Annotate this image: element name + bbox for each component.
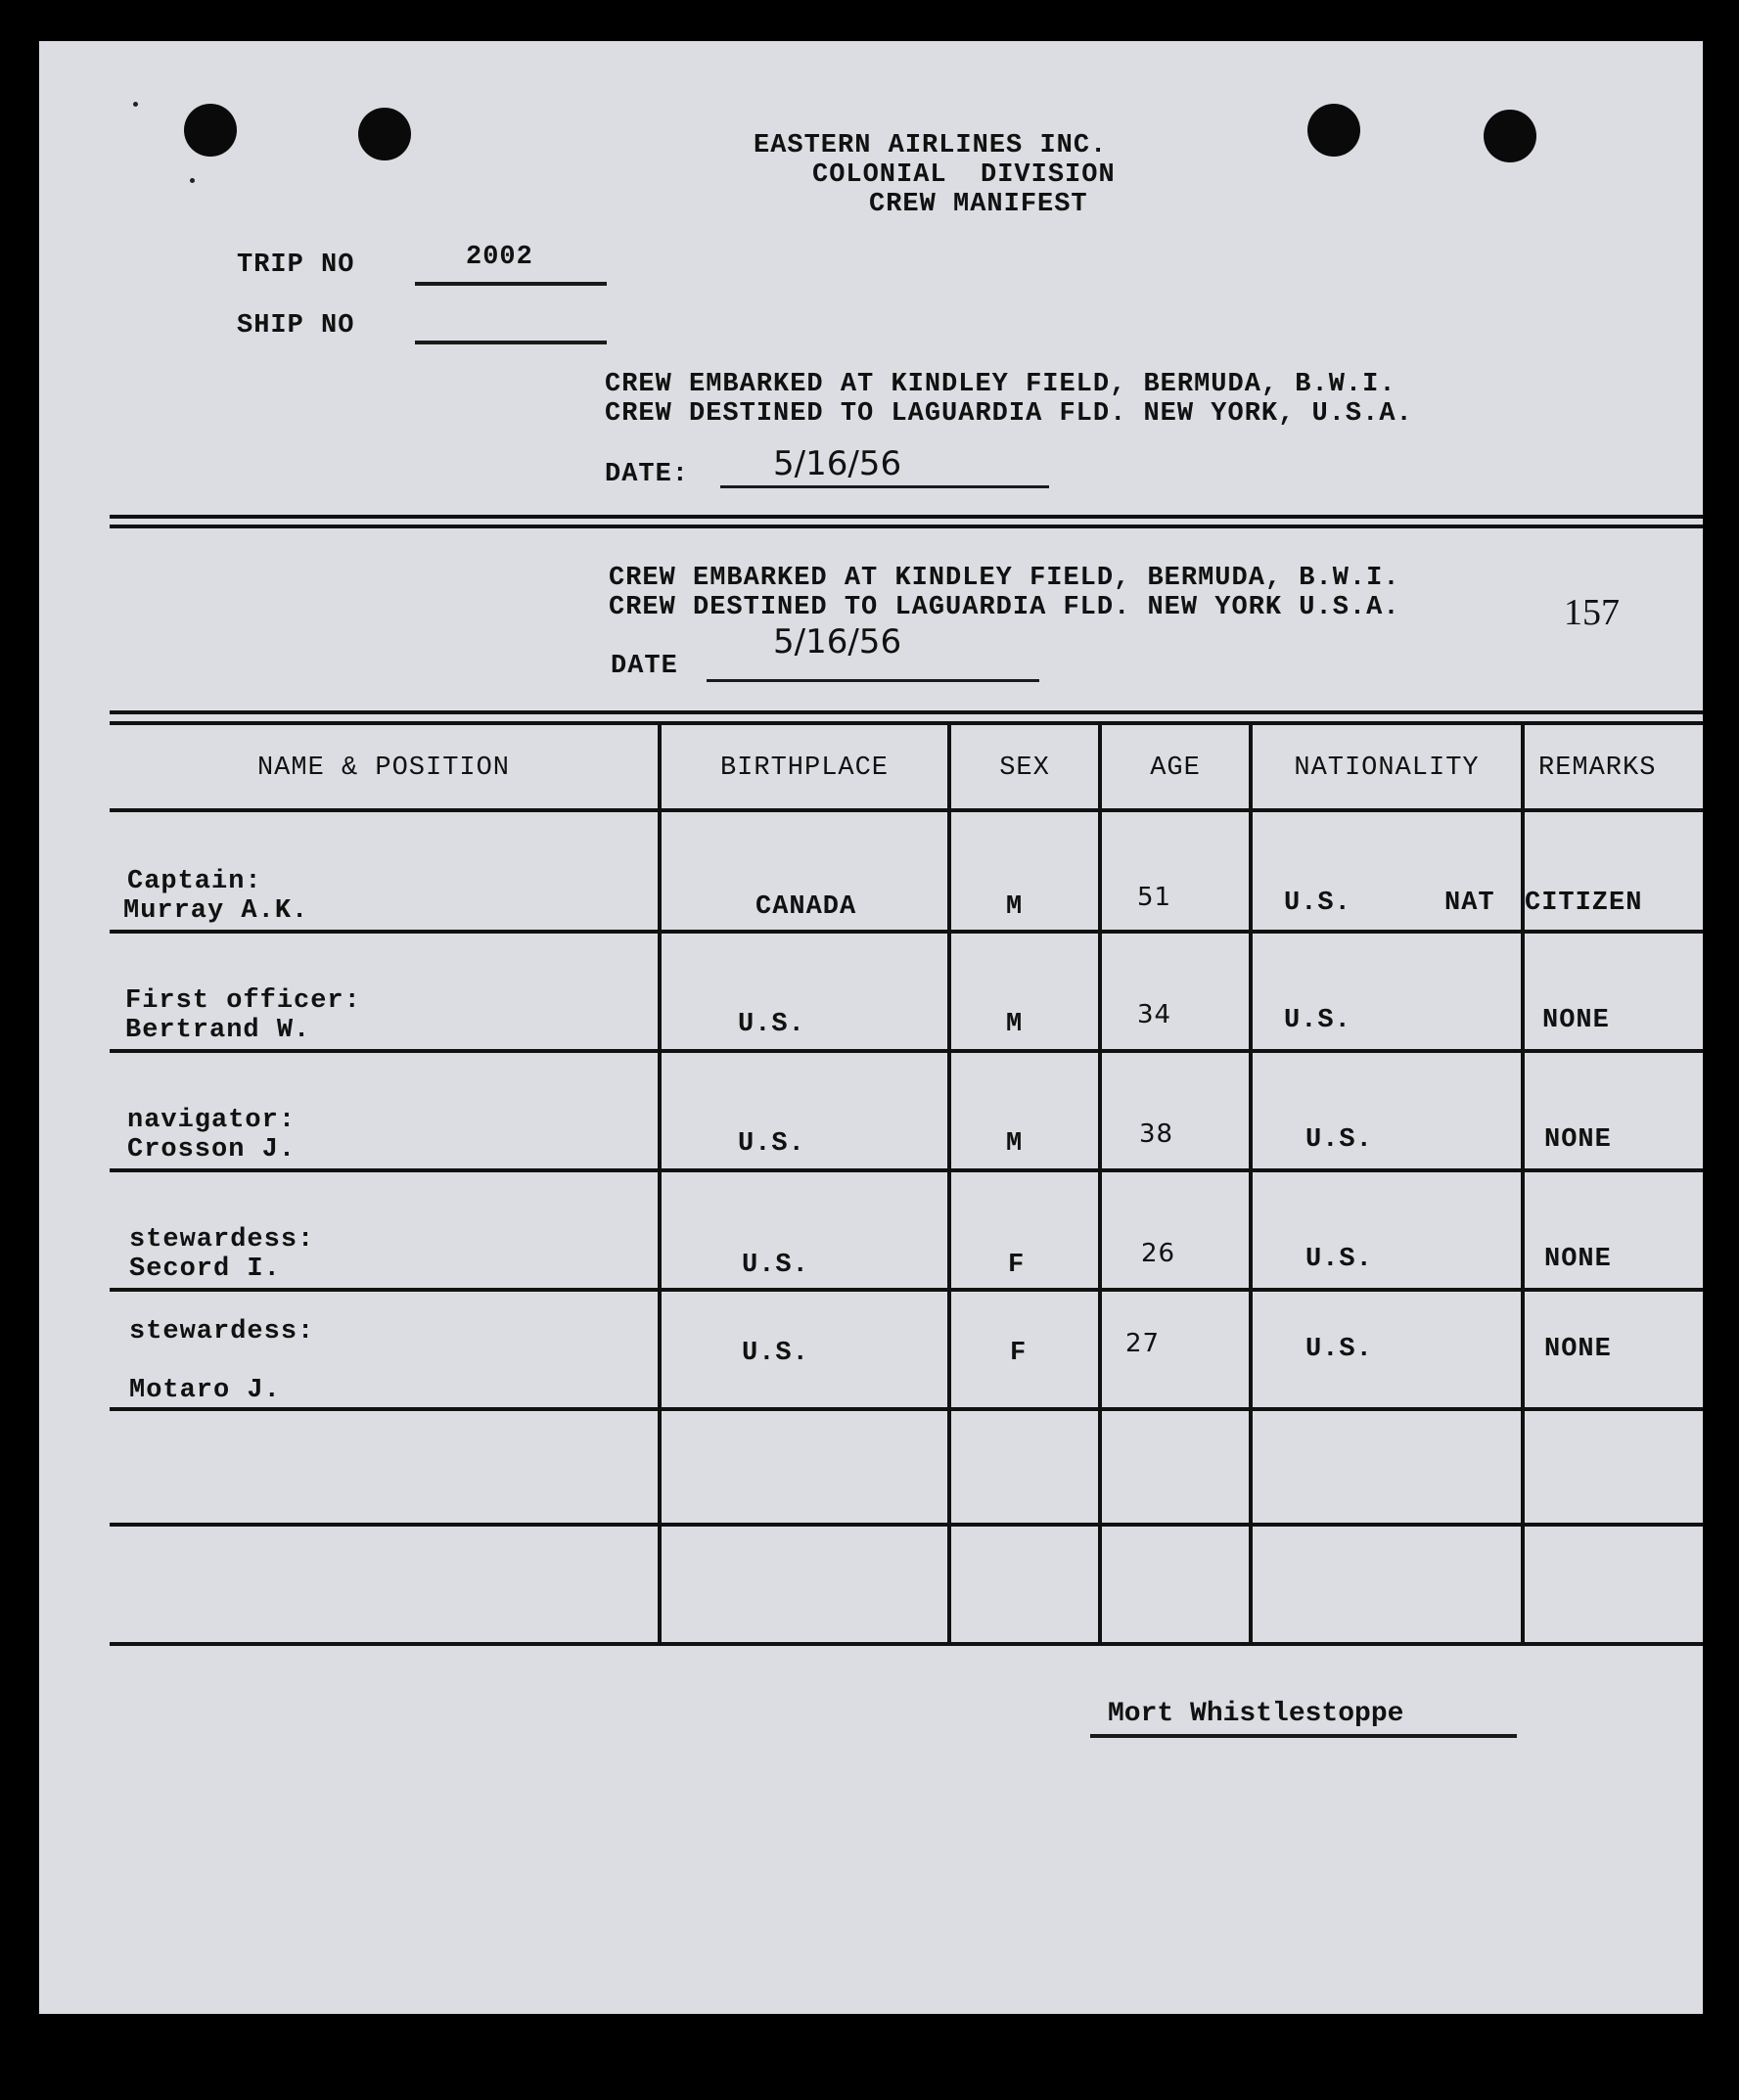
punch-hole (1484, 110, 1536, 162)
crew-position: navigator: (127, 1106, 297, 1135)
crew-remarks: NONE (1544, 1245, 1612, 1274)
signature-name: Mort Whistlestoppe (1108, 1699, 1404, 1729)
crew-age: 27 (1125, 1329, 1161, 1358)
date-value-bottom: 5/16/56 (773, 622, 902, 662)
column-divider (1098, 724, 1102, 1646)
date-underline-top (720, 485, 1049, 488)
table-row-rule (110, 1288, 1703, 1292)
table-row-rule (110, 930, 1703, 934)
crew-birthplace: CANADA (755, 892, 857, 922)
table-row-rule (110, 1168, 1703, 1172)
company-name: EASTERN AIRLINES INC. (754, 131, 1108, 160)
crew-nationality: U.S. (1284, 1006, 1351, 1035)
crew-name: Motaro J. (129, 1376, 281, 1405)
table-header-rule (110, 808, 1703, 812)
crew-nationality-note: NAT (1444, 889, 1495, 918)
trip-label: TRIP NO (237, 251, 355, 280)
destined-line-top: CREW DESTINED TO LAGUARDIA FLD. NEW YORK, U.S.A. (605, 399, 1413, 429)
embarked-line-top: CREW EMBARKED AT KINDLEY FIELD, BERMUDA, B.W.I. (605, 370, 1396, 399)
table-top-rule (110, 710, 1703, 714)
date-label-top: DATE: (605, 460, 690, 489)
punch-hole (184, 104, 237, 157)
division-name: COLONIAL DIVISION (812, 160, 1116, 190)
crew-sex: F (1010, 1339, 1028, 1368)
column-header-name: NAME & POSITION (256, 753, 511, 783)
page-number: 157 (1564, 592, 1620, 633)
crew-nationality: U.S. (1284, 889, 1351, 918)
column-divider (1521, 724, 1525, 1646)
crew-remarks: NONE (1542, 1006, 1610, 1035)
date-underline-bottom (707, 679, 1039, 682)
date-value-top: 5/16/56 (773, 444, 902, 483)
crew-age: 38 (1139, 1119, 1174, 1149)
crew-remarks: NONE (1544, 1125, 1612, 1155)
crew-age: 51 (1137, 883, 1172, 912)
crew-sex: M (1006, 1010, 1024, 1039)
crew-birthplace: U.S. (738, 1129, 805, 1159)
crew-birthplace: U.S. (742, 1339, 809, 1368)
column-header-birthplace: BIRTHPLACE (719, 753, 890, 783)
crew-position: stewardess: (129, 1317, 315, 1347)
crew-name: Murray A.K. (123, 896, 309, 926)
crew-name: Crosson J. (127, 1135, 297, 1164)
ship-underline (415, 341, 607, 344)
table-bottom-rule (110, 1642, 1703, 1646)
crew-name: Bertrand W. (125, 1016, 311, 1045)
crew-age: 34 (1137, 1000, 1172, 1029)
separator-rule (110, 515, 1703, 519)
table-top-rule (110, 721, 1703, 725)
crew-position: Captain: (127, 867, 262, 896)
embarked-line-bottom: CREW EMBARKED AT KINDLEY FIELD, BERMUDA, B.W.I. (609, 564, 1400, 593)
table-row-rule (110, 1049, 1703, 1053)
column-divider (658, 724, 662, 1646)
column-header-sex: SEX (999, 753, 1050, 783)
trip-underline (415, 282, 607, 286)
crew-position: First officer: (125, 986, 361, 1016)
table-row-rule (110, 1523, 1703, 1527)
crew-birthplace: U.S. (742, 1251, 809, 1280)
trip-value: 2002 (466, 243, 533, 272)
separator-rule (110, 525, 1703, 528)
crew-nationality: U.S. (1305, 1245, 1373, 1274)
column-header-nationality: NATIONALITY (1294, 753, 1480, 783)
crew-remarks: CITIZEN (1525, 889, 1643, 918)
crew-position: stewardess: (129, 1225, 315, 1255)
punch-hole (358, 108, 411, 160)
crew-age: 26 (1141, 1239, 1176, 1268)
crew-sex: F (1008, 1251, 1026, 1280)
crew-nationality: U.S. (1305, 1125, 1373, 1155)
table-row-rule (110, 1407, 1703, 1411)
crew-sex: M (1006, 1129, 1024, 1159)
destined-line-bottom: CREW DESTINED TO LAGUARDIA FLD. NEW YORK U.S.A. (609, 593, 1400, 622)
column-header-remarks: REMARKS (1538, 753, 1657, 783)
crew-remarks: NONE (1544, 1335, 1612, 1364)
column-divider (1249, 724, 1253, 1646)
date-label-bottom: DATE (611, 652, 678, 681)
paper-speck (190, 178, 195, 183)
crew-name: Secord I. (129, 1255, 281, 1284)
column-header-age: AGE (1150, 753, 1201, 783)
signature-underline (1090, 1734, 1517, 1738)
paper-speck (133, 102, 138, 107)
crew-birthplace: U.S. (738, 1010, 805, 1039)
manifest-page (39, 41, 1703, 2014)
crew-nationality: U.S. (1305, 1335, 1373, 1364)
ship-label: SHIP NO (237, 311, 355, 341)
punch-hole (1307, 104, 1360, 157)
column-divider (947, 724, 951, 1646)
crew-sex: M (1006, 892, 1024, 922)
form-title: CREW MANIFEST (869, 190, 1088, 219)
